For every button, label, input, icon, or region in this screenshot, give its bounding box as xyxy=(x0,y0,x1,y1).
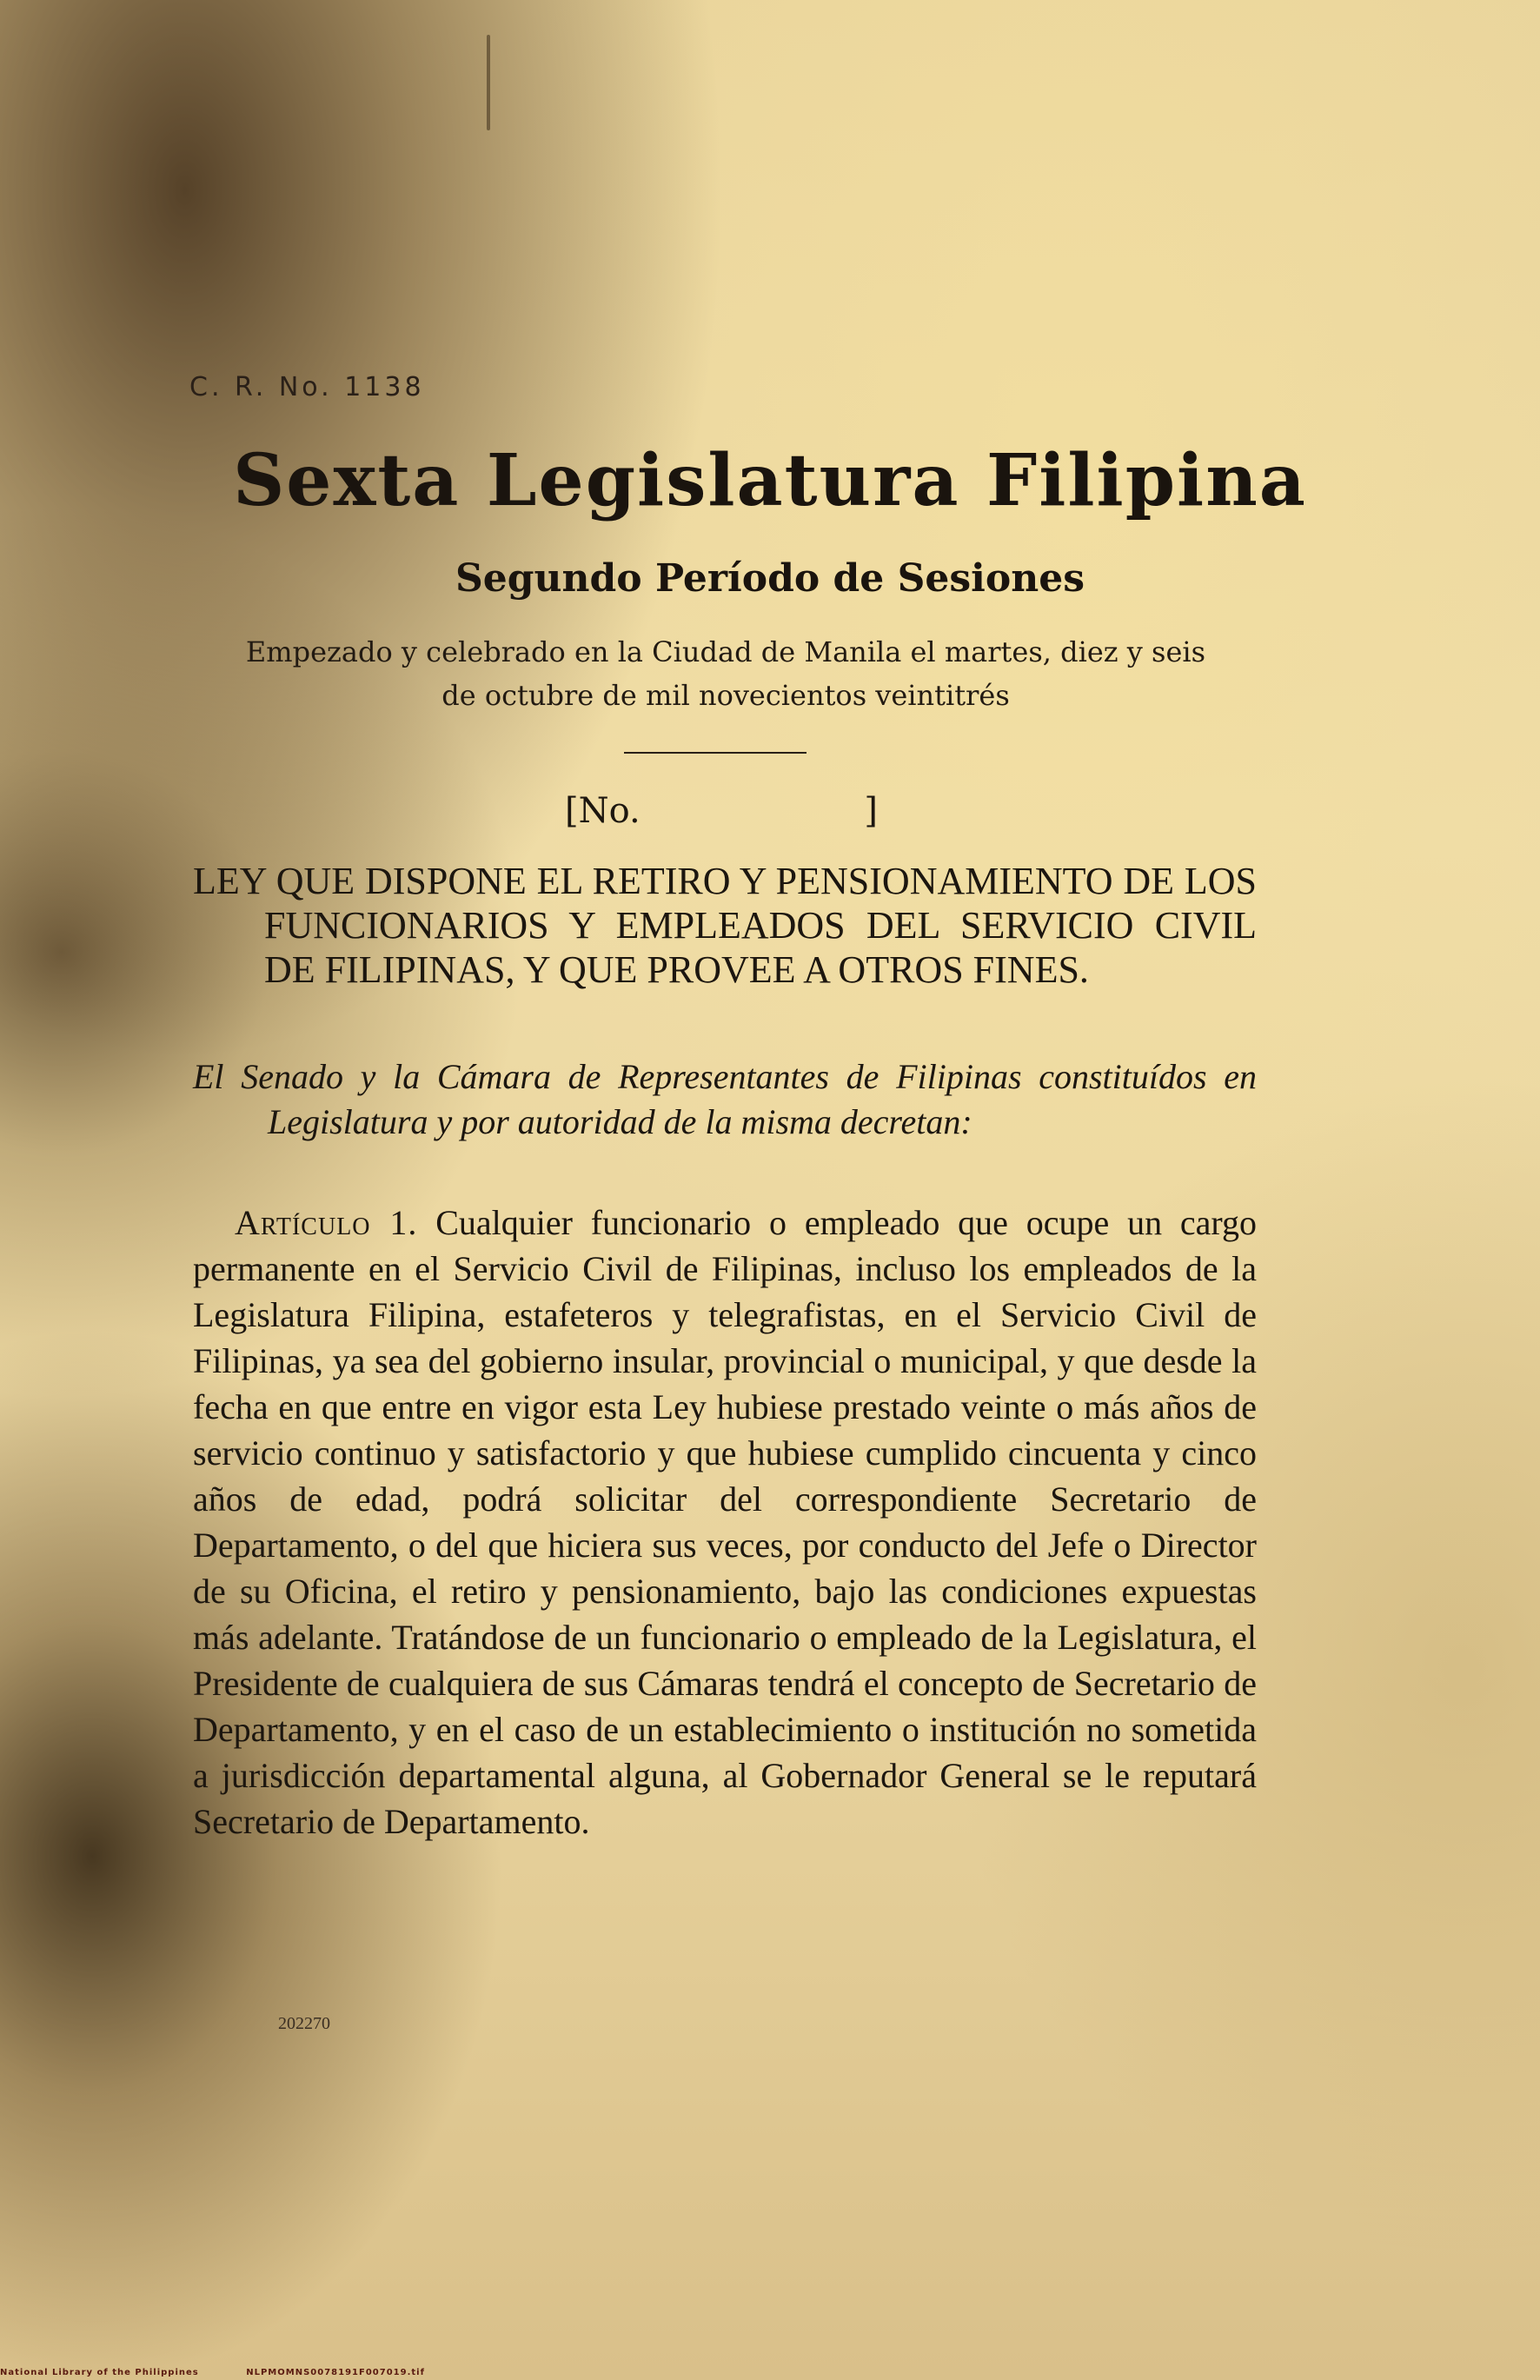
article-text: Cualquier funcionario o empleado que ocupe un cargo permanente en el Servicio Civil de Filipinas, incluso los empleados de la Legislatura Filipina, estafeteros y telegrafistas, en el Servicio Civil de Filipinas, ya sea del gobierno insular, provincial o municipal, y que desde la fecha en que entre en vigor esta Ley hubiese prestado veinte o más años de servicio continuo y satisfactorio y que hubiese cumplido cincuenta y cinco años de edad, podrá solicitar del correspondiente Secretario de Departamento, o del que hiciera sus veces, por conducto del Jefe o Director de su Oficina, el retiro y pensionamiento, bajo las condiciones expuestas más adelante. Tratándose de un funcionario o empleado de la Legislatura, el Presidente de cualquiera de sus Cámaras tendrá el concepto de Secretario de Departamento, y en el caso de un establecimiento o institución no sometida a jurisdicción departamental alguna, al Gobernador General se le reputará Secretario de Departamento. xyxy=(193,1203,1258,1841)
scan-file-name: NLPMOMNS0078191F007019.tif xyxy=(246,2368,425,2377)
paper-crease xyxy=(487,35,490,130)
printer-code: 202270 xyxy=(278,2014,330,2033)
library-name: National Library of the Philippines xyxy=(0,2368,199,2377)
legislature-title: Sexta Legislatura Filipina xyxy=(233,439,1307,522)
session-line-2: de octubre de mil novecientos veintitrés xyxy=(441,679,1010,712)
session-subtitle: Segundo Período de Sesiones xyxy=(455,556,1085,601)
scan-footer xyxy=(0,2368,425,2377)
law-number-open: [No. xyxy=(565,791,641,831)
article-label: Artículo 1. xyxy=(235,1203,418,1242)
session-line-1: Empezado y celebrado en la Ciudad de Manila el martes, diez y seis xyxy=(245,635,1206,668)
article-1 xyxy=(193,1200,1257,1845)
law-number xyxy=(565,791,878,831)
separator-rule xyxy=(624,752,807,754)
law-title: LEY QUE DISPONE EL RETIRO Y PENSIONAMIENTO DE LOS FUNCIONARIOS Y EMPLEADOS DEL SERVICIO CIVIL DE FILIPINAS, Y QUE PROVEE A OTROS FINES. xyxy=(193,860,1257,991)
law-number-close: ] xyxy=(864,791,878,831)
session-description xyxy=(183,630,1269,717)
enacting-clause: El Senado y la Cámara de Representantes de Filipinas constituídos en Legislatura y por autoridad de la misma decretan: xyxy=(193,1057,1257,1141)
cr-number: C. R. No. 1138 xyxy=(189,372,425,402)
